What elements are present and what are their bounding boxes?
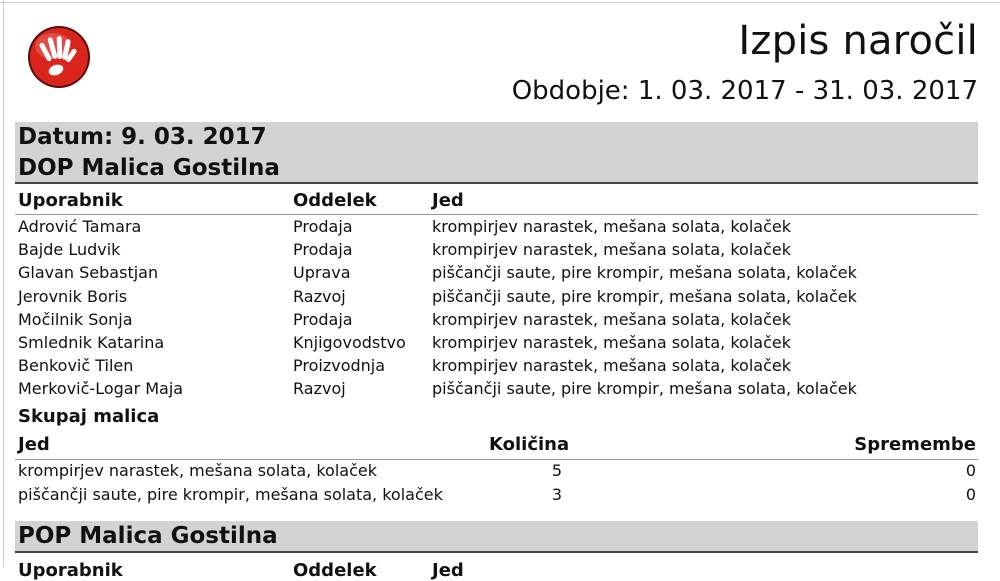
date-heading: Datum: 9. 03. 2017 xyxy=(18,124,267,150)
table-row xyxy=(0,216,1000,239)
summary-heading: Skupaj malica xyxy=(18,406,160,427)
cell-meal: piščančji saute, pire krompir, mešana solata, kolaček xyxy=(432,286,857,306)
summary-row xyxy=(0,484,1000,508)
header-divider xyxy=(15,214,978,215)
summary-cell-quantity: 3 xyxy=(551,484,562,504)
cell-meal: krompirjev narastek, mešana solata, kolaček xyxy=(432,217,791,236)
cell-department: Razvoj xyxy=(293,379,346,399)
cell-meal: krompirjev narastek, mešana solata, kolaček xyxy=(432,309,791,329)
summary-cell-changes: 0 xyxy=(965,461,976,480)
summary-cell-meal: krompirjev narastek, mešana solata, kolaček xyxy=(18,461,377,480)
table-row xyxy=(0,309,1000,332)
column-header-meal: Jed xyxy=(432,560,464,581)
cell-department: Proizvodnja xyxy=(293,356,386,376)
cell-department: Prodaja xyxy=(293,217,353,236)
cell-department: Razvoj xyxy=(293,286,346,306)
table-row xyxy=(0,286,1000,309)
cell-user: Bajde Ludvik xyxy=(18,240,121,260)
column-header-department: Oddelek xyxy=(293,560,377,581)
cell-meal: piščančji saute, pire krompir, mešana solata, kolaček xyxy=(432,379,857,399)
cell-user: Smlednik Katarina xyxy=(18,332,165,352)
summary-column-quantity: Količina xyxy=(489,434,570,455)
summary-column-changes: Spremembe xyxy=(854,434,976,455)
summary-table xyxy=(0,460,1000,507)
column-header-department: Oddelek xyxy=(293,190,377,211)
table-row xyxy=(0,262,1000,285)
summary-cell-changes: 0 xyxy=(965,484,976,504)
report-title: Izpis naročil xyxy=(738,18,978,64)
cell-department: Knjigovodstvo xyxy=(293,332,406,352)
cell-user: Močilnik Sonja xyxy=(18,309,133,329)
report-period: Obdobje: 1. 03. 2017 - 31. 03. 2017 xyxy=(511,76,978,106)
table-row xyxy=(0,332,1000,355)
cell-meal: krompirjev narastek, mešana solata, kolaček xyxy=(432,332,791,352)
hand-logo-icon xyxy=(26,24,92,90)
cell-meal: krompirjev narastek, mešana solata, kolaček xyxy=(432,356,791,376)
group-heading: DOP Malica Gostilna xyxy=(18,155,280,181)
orders-table xyxy=(0,216,1000,402)
summary-cell-quantity: 5 xyxy=(551,461,562,480)
cell-user: Benkovič Tilen xyxy=(18,356,134,376)
summary-row xyxy=(0,460,1000,484)
table-row xyxy=(0,355,1000,378)
column-header-meal: Jed xyxy=(432,190,464,211)
table-row xyxy=(0,239,1000,262)
cell-user: Jerovnik Boris xyxy=(18,286,128,306)
group-heading: POP Malica Gostilna xyxy=(18,523,278,549)
cell-department: Prodaja xyxy=(293,309,353,329)
column-header-user: Uporabnik xyxy=(18,560,123,581)
cell-meal: krompirjev narastek, mešana solata, kolaček xyxy=(432,240,791,260)
table-row xyxy=(0,378,1000,401)
column-header-user: Uporabnik xyxy=(18,190,123,211)
cell-user: Merkovič-Logar Maja xyxy=(18,379,184,399)
summary-cell-meal: piščančji saute, pire krompir, mešana solata, kolaček xyxy=(18,484,443,504)
cell-meal: piščančji saute, pire krompir, mešana solata, kolaček xyxy=(432,263,857,283)
cell-user: Adrović Tamara xyxy=(18,217,142,236)
cell-department: Prodaja xyxy=(293,240,353,260)
page-edge xyxy=(0,2,1000,3)
cell-department: Uprava xyxy=(293,263,351,283)
summary-column-meal: Jed xyxy=(18,434,50,455)
cell-user: Glavan Sebastjan xyxy=(18,263,159,283)
